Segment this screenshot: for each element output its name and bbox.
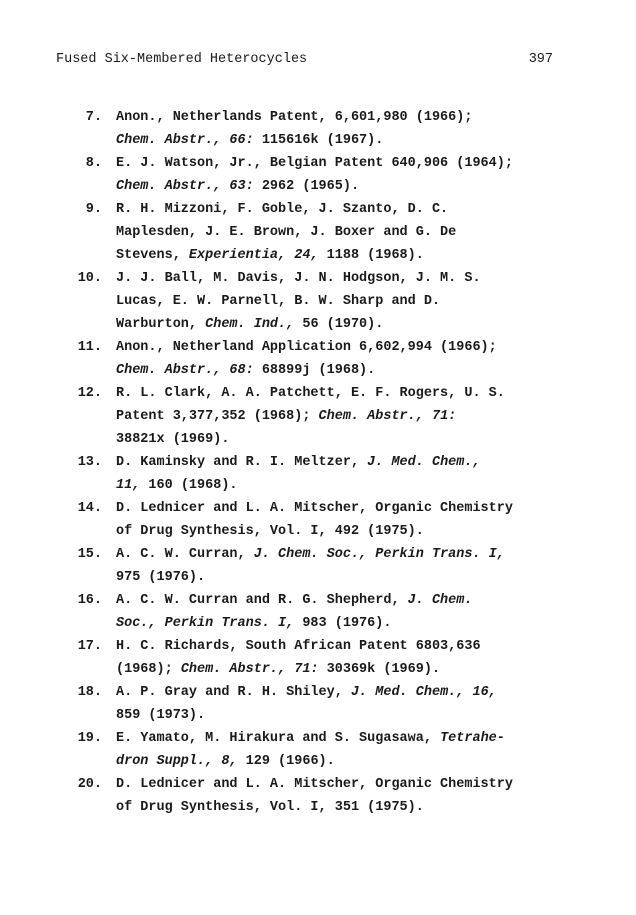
reference-entry — [54, 106, 574, 152]
reference-line: Chem. Abstr., 66: 115616k (1967). — [116, 133, 384, 148]
reference-line: 11, 160 (1968). — [116, 478, 238, 493]
reference-line: Warburton, Chem. Ind., 56 (1970). — [116, 317, 384, 332]
reference-number: 7. — [85, 110, 102, 125]
reference-number: 16. — [77, 593, 102, 608]
reference-line: R. H. Mizzoni, F. Goble, J. Szanto, D. C. — [116, 202, 449, 217]
reference-line: D. Kaminsky and R. I. Meltzer, J. Med. Chem., — [116, 455, 481, 470]
reference-line: H. C. Richards, South African Patent 6803,636 — [116, 639, 481, 654]
reference-entry — [54, 152, 574, 198]
reference-text — [116, 198, 574, 267]
reference-number: 8. — [85, 156, 102, 171]
reference-entry — [54, 773, 574, 819]
reference-text — [116, 543, 574, 589]
reference-entry — [54, 681, 574, 727]
reference-line: Anon., Netherlands Patent, 6,601,980 (1966); — [116, 110, 473, 125]
reference-text — [116, 497, 574, 543]
reference-number: 10. — [77, 271, 102, 286]
reference-entry — [54, 727, 574, 773]
reference-line: 975 (1976). — [116, 570, 206, 585]
reference-number: 13. — [77, 455, 102, 470]
reference-line: Maplesden, J. E. Brown, J. Boxer and G. De — [116, 225, 457, 240]
reference-line: 859 (1973). — [116, 708, 206, 723]
reference-number: 11. — [77, 340, 102, 355]
reference-entry — [54, 336, 574, 382]
reference-line: D. Lednicer and L. A. Mitscher, Organic Chemistry — [116, 777, 513, 792]
reference-line: J. J. Ball, M. Davis, J. N. Hodgson, J. M. S. — [116, 271, 481, 286]
reference-line: Patent 3,377,352 (1968); Chem. Abstr., 71: — [116, 409, 457, 424]
reference-text — [116, 267, 574, 336]
reference-line: Chem. Abstr., 63: 2962 (1965). — [116, 179, 360, 194]
reference-line: Stevens, Experientia, 24, 1188 (1968). — [116, 248, 424, 263]
page-header — [56, 51, 553, 69]
reference-line: A. C. W. Curran and R. G. Shepherd, J. Chem. — [116, 593, 473, 608]
reference-number: 12. — [77, 386, 102, 401]
reference-number: 17. — [77, 639, 102, 654]
reference-text — [116, 727, 574, 773]
reference-text — [116, 451, 574, 497]
reference-line: 38821x (1969). — [116, 432, 230, 447]
reference-line: Chem. Abstr., 68: 68899j (1968). — [116, 363, 376, 378]
reference-entry — [54, 635, 574, 681]
running-title: Fused Six-Membered Heterocycles — [56, 52, 308, 67]
reference-entry — [54, 198, 574, 267]
reference-text — [116, 106, 574, 152]
reference-number: 18. — [77, 685, 102, 700]
reference-line: A. C. W. Curran, J. Chem. Soc., Perkin Trans. I, — [116, 547, 505, 562]
reference-list — [54, 106, 574, 819]
reference-line: of Drug Synthesis, Vol. I, 492 (1975). — [116, 524, 424, 539]
reference-line: D. Lednicer and L. A. Mitscher, Organic Chemistry — [116, 501, 513, 516]
reference-entry — [54, 451, 574, 497]
reference-line: E. J. Watson, Jr., Belgian Patent 640,906 (1964); — [116, 156, 513, 171]
reference-line: (1968); Chem. Abstr., 71: 30369k (1969). — [116, 662, 441, 677]
reference-entry — [54, 497, 574, 543]
reference-line: of Drug Synthesis, Vol. I, 351 (1975). — [116, 800, 424, 815]
reference-line: dron Suppl., 8, 129 (1966). — [116, 754, 335, 769]
reference-line: A. P. Gray and R. H. Shiley, J. Med. Chem., 16, — [116, 685, 497, 700]
reference-text — [116, 152, 574, 198]
reference-text — [116, 589, 574, 635]
reference-line: Lucas, E. W. Parnell, B. W. Sharp and D. — [116, 294, 441, 309]
reference-text — [116, 382, 574, 451]
reference-text — [116, 773, 574, 819]
reference-number: 19. — [77, 731, 102, 746]
reference-text — [116, 635, 574, 681]
reference-line: R. L. Clark, A. A. Patchett, E. F. Rogers, U. S. — [116, 386, 505, 401]
reference-text — [116, 336, 574, 382]
reference-line: E. Yamato, M. Hirakura and S. Sugasawa, Tetrahe- — [116, 731, 505, 746]
reference-entry — [54, 543, 574, 589]
reference-text — [116, 681, 574, 727]
reference-entry — [54, 589, 574, 635]
reference-entry — [54, 267, 574, 336]
reference-entry — [54, 382, 574, 451]
reference-number: 9. — [85, 202, 102, 217]
reference-line: Anon., Netherland Application 6,602,994 (1966); — [116, 340, 497, 355]
reference-number: 15. — [77, 547, 102, 562]
reference-number: 14. — [77, 501, 102, 516]
reference-number: 20. — [77, 777, 102, 792]
reference-line: Soc., Perkin Trans. I, 983 (1976). — [116, 616, 392, 631]
page-number: 397 — [528, 52, 553, 67]
